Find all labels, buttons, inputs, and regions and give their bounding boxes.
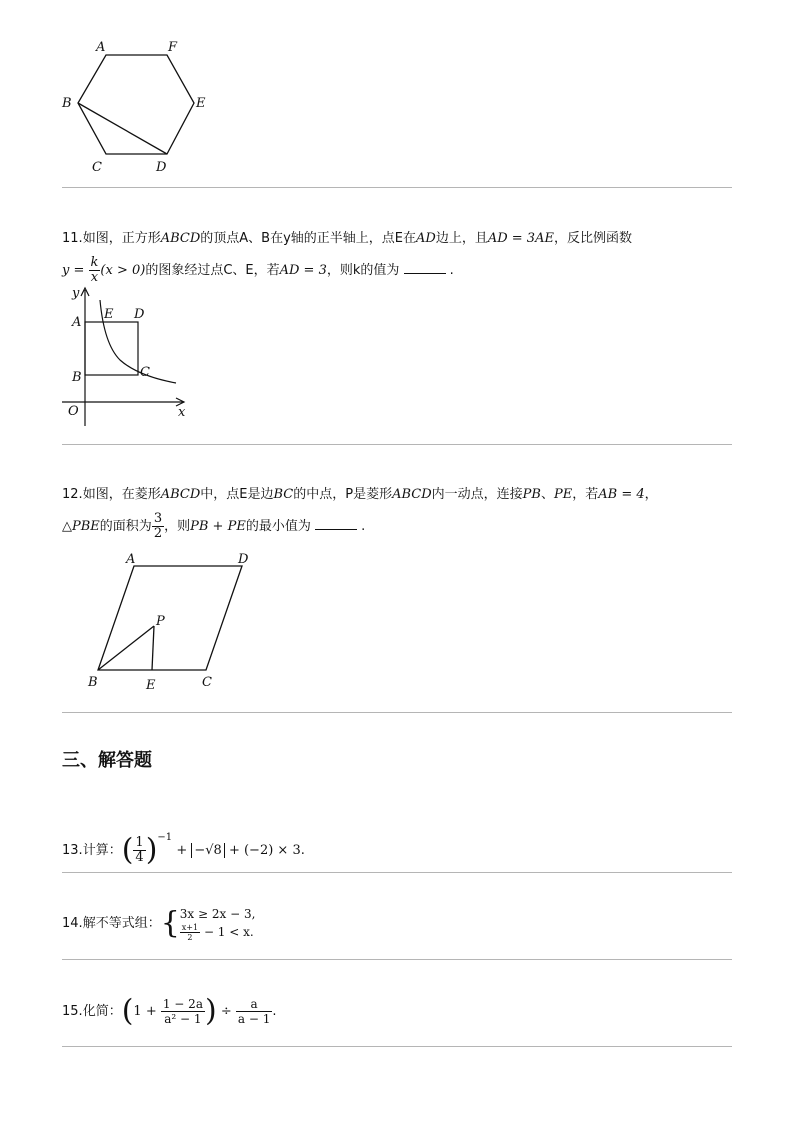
question-13: 13.计算：( $\frac{1}{4}$ )$^{-1}$ + −√8 + (−2) × 3.: [62, 832, 305, 868]
label-C: C: [202, 675, 212, 690]
fraction: $\frac{a}{a - 1}$: [237, 997, 271, 1026]
divider: [62, 959, 732, 960]
label-P: P: [156, 614, 165, 629]
inverse-function-figure: [60, 284, 200, 432]
label-B: B: [62, 96, 72, 111]
fraction: $\frac{k}{x}$: [90, 255, 99, 285]
answer-blank: [315, 519, 357, 530]
divider: [62, 1046, 732, 1047]
label-E: E: [196, 96, 206, 111]
label-O: O: [68, 404, 79, 419]
label-C: C: [92, 160, 102, 175]
question-12-line2: △PBE的面积为 $\frac{3}{2}$ ，则PB + PE的最小值为 .: [62, 511, 366, 541]
question-12-line1: 12.如图，在菱形ABCD中，点E是边BC的中点，P是菱形ABCD内一动点，连接PB、PE，若AB = 4，: [62, 487, 658, 502]
question-number: 11: [62, 231, 79, 246]
label-D: D: [134, 307, 145, 322]
label-E: E: [146, 678, 156, 693]
fraction: $\frac{1 - 2a}{\text{a² − 1}}$: [162, 997, 203, 1026]
question-number: 12: [62, 487, 79, 502]
hexagon-figure: [58, 36, 218, 176]
axis-y: y: [72, 286, 80, 301]
fraction: $\frac{1}{4}$: [135, 835, 144, 865]
label-A: A: [72, 315, 82, 330]
label-B: B: [88, 675, 98, 690]
section-title: 三、解答题: [62, 750, 152, 771]
axis-x: x: [178, 405, 186, 420]
question-number: 14: [62, 916, 79, 931]
divider: [62, 444, 732, 445]
label-A: A: [126, 552, 136, 567]
answer-blank: [404, 263, 446, 274]
divider: [62, 872, 732, 873]
label-C: C: [140, 365, 150, 380]
label-B: B: [72, 370, 82, 385]
question-14: 14.解不等式组：{ 3x ≥ 2x − 3, $\frac{x+1}{2}$ − 1 < x.: [62, 905, 256, 942]
question-11-line2: y = $\frac{k}{x}$ (x > 0)的图象经过点C、E，若AD = 3，则k的值为 .: [62, 255, 454, 285]
question-11-line1: 11.如图，正方形ABCD的顶点A、B在y轴的正半轴上，点E在AD边上，且AD = 3AE，反比例函数: [62, 231, 632, 246]
label-A: A: [96, 40, 106, 55]
divider: [62, 712, 732, 713]
fraction: $\frac{3}{2}$: [153, 511, 163, 541]
question-number: 15: [62, 1004, 79, 1019]
label-D: D: [238, 552, 249, 567]
label-D: D: [156, 160, 167, 175]
label-F: F: [168, 40, 178, 55]
divider: [62, 187, 732, 188]
label-E: E: [104, 307, 114, 322]
question-15: 15.化简：(1 + $\frac{1 - 2a}{\text{a² − 1}}$ ) ÷ $\frac{a}{a - 1}$ .: [62, 993, 277, 1029]
rhombus-figure: [84, 548, 264, 694]
question-number: 13: [62, 843, 79, 858]
